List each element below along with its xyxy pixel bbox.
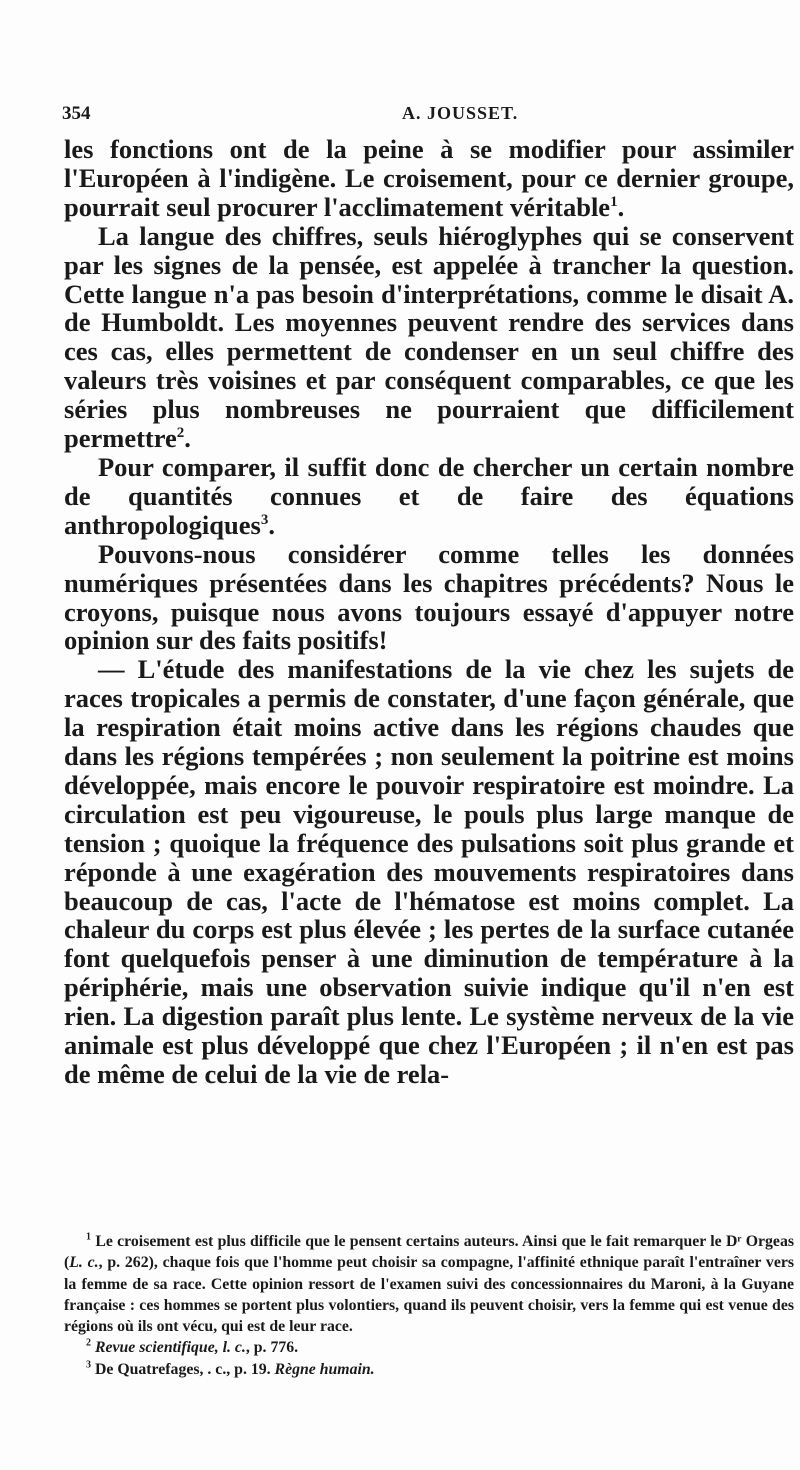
- punctuation: .: [184, 423, 191, 454]
- footnote-mark: 2: [86, 1338, 91, 1350]
- paragraph-text: — L'étude des manifestations de la vie chez les sujets de races tropicales a permis de constater, d'une façon générale, que la respiration était moins active dans les régions chaudes que dans les régions tempérées ; non seulement la poitrine est moins développée, mais encore le pouvoir respiratoire est moindre. La circulation est peu vigoureuse, le pouls plus large manque de tension ; quoique la fréquence des pulsations soit plus grande et réponde à une exagération des mouvements respiratoires dans beaucoup de cas, l'acte de l'hématose est moins complet. La chaleur du corps est plus élevée ; les pertes de la surface cutanée font quelquefois penser à une diminution de température à la périphérie, mais une observation suivie indique qu'il n'en est rien. La digestion paraît plus lente. Le système nerveux de la vie animale est plus développé que chez l'Européen ; il n'en est pas de même de celui de la vie de rela-: [64, 654, 794, 1089]
- footnote-3: [64, 1359, 794, 1380]
- footnote-title: Règne humain.: [274, 1360, 375, 1378]
- paragraph: [64, 135, 794, 222]
- paragraph: [64, 222, 794, 453]
- footnote-text: , p. 262), chaque fois que l'homme peut choisir sa compagne, l'affinité ethnique paraît l'entraîner vers la femme de sa race. Cette opinion ressort de l'examen suivi des concessionnaires du Maroni, à la Guyane française : ces hommes se portent plus volontiers, quand ils peuvent choisir, vers la femme qui est venue des régions où ils ont vécu, qui est de leur race.: [64, 1254, 794, 1336]
- footnote-ref: 2: [176, 425, 185, 442]
- body-text: [64, 135, 794, 1089]
- footnote-text: Le croisement est plus difficile que le pensent certains auteurs. Ainsi que le fait remarquer le Dʳ Orgeas (: [64, 1233, 794, 1272]
- footnote-text: , p. 776.: [245, 1339, 299, 1357]
- paragraph-text: La langue des chiffres, seuls hiéroglyphes qui se conservent par les signes de la pensée, est appelée à trancher la question. Cette langue n'a pas besoin d'interprétations, comme le disait A. de Humboldt. Les moyennes peuvent rendre des services dans ces cas, elles permettent de condenser en un seul chiffre des valeurs très voisines et par conséquent comparables, ce que les séries plus nombreuses ne pourraient que difficilement permettre: [64, 220, 794, 454]
- footnote-ref: 3: [260, 511, 269, 528]
- paragraph: [64, 655, 794, 1089]
- paragraph: [64, 540, 794, 656]
- paragraph-text: les fonctions ont de la peine à se modifier pour assimiler l'Européen à l'indigène. Le croisement, pour ce dernier groupe, pourrait seul procurer l'acclimatement véritable: [64, 134, 794, 222]
- paragraph-text: Pour comparer, il suffit donc de chercher un certain nombre de quantités connues et de faire des équations anthropologiques: [64, 451, 794, 540]
- footnote-2: [64, 1337, 794, 1358]
- paragraph: [64, 453, 794, 540]
- footnote-text: De Quatrefages, . c., p. 19.: [94, 1360, 275, 1378]
- footnote-mark: 3: [86, 1359, 91, 1371]
- footnote-1: [64, 1231, 794, 1337]
- running-head: A. JOUSSET.: [402, 103, 519, 123]
- page-header: [62, 103, 770, 127]
- footnote-ref: 1: [610, 193, 618, 210]
- footnotes: [64, 1231, 794, 1380]
- footnote-mark: 1: [86, 1231, 91, 1243]
- paragraph-text: Pouvons-nous considérer comme telles les données numériques présentées dans les chapitres précédents? Nous le croyons, puisque nous avons toujours essayé d'appuyer notre opinion sur des faits positifs!: [64, 538, 794, 656]
- page-number: 354: [62, 103, 91, 124]
- punctuation: .: [268, 509, 275, 540]
- punctuation: .: [617, 191, 625, 222]
- footnote-title: Revue scientifique, l. c.: [94, 1339, 246, 1357]
- footnote-reference: L. c.: [69, 1254, 99, 1272]
